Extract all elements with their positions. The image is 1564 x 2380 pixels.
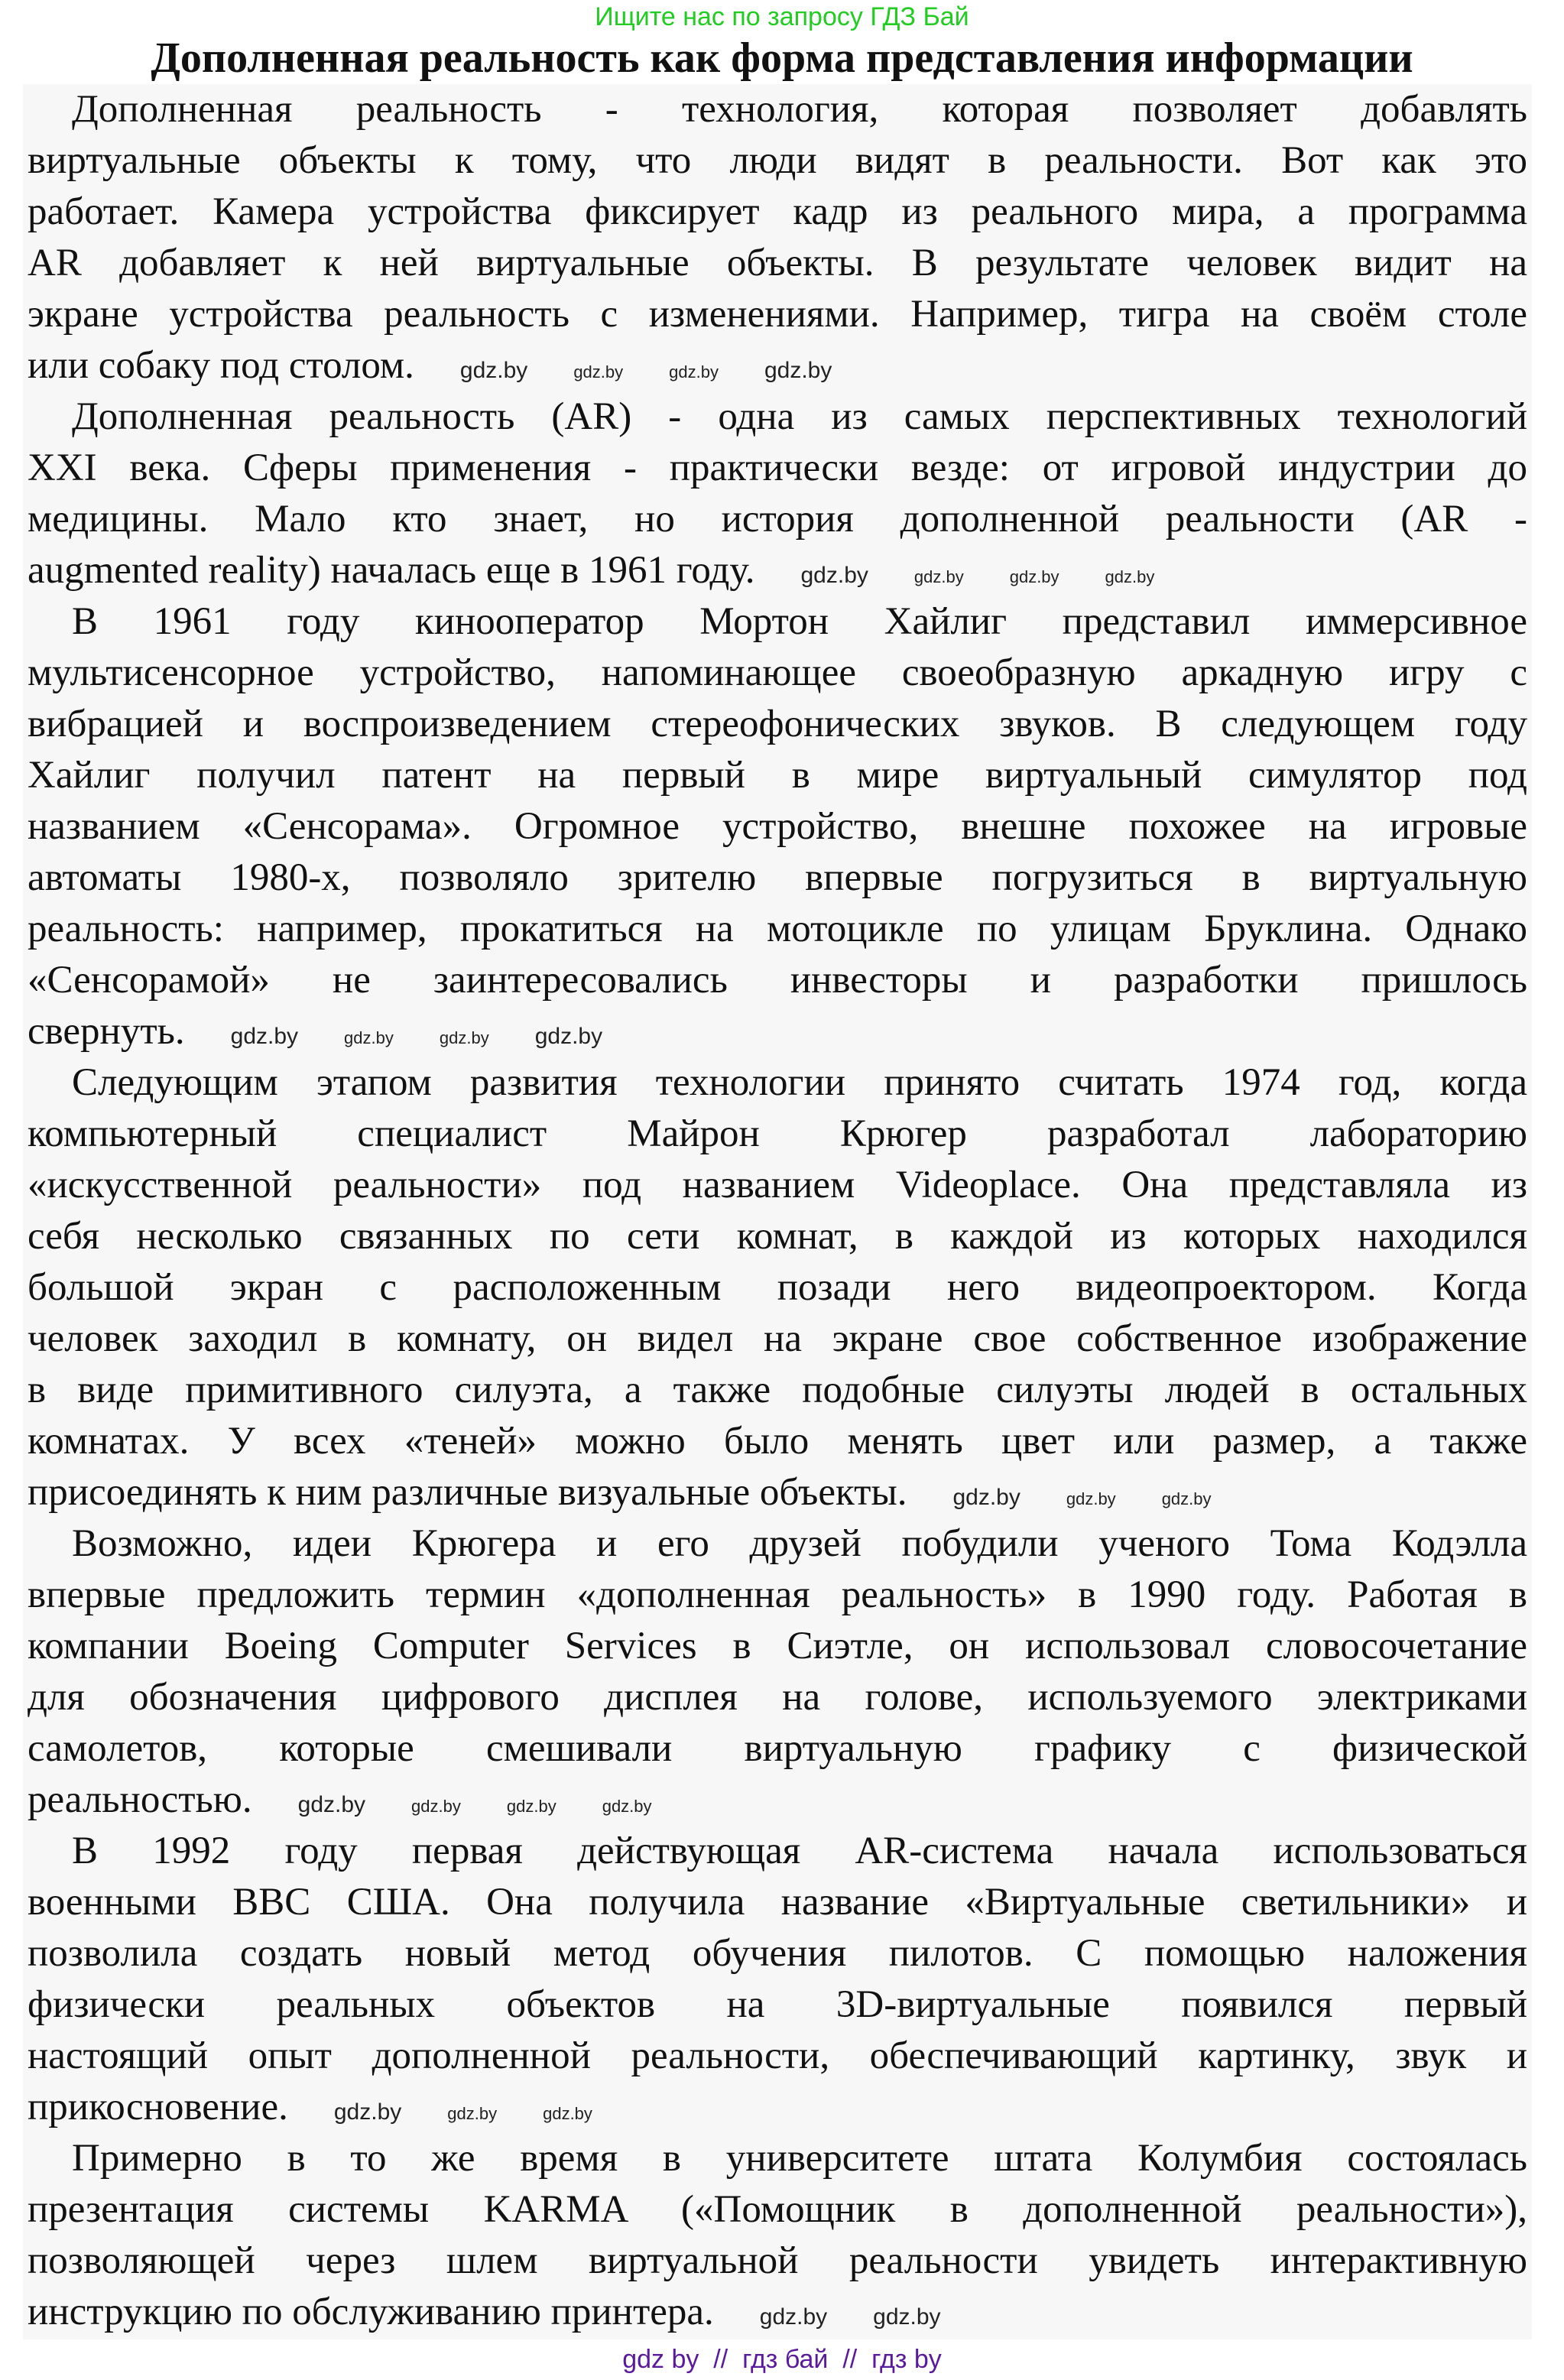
footer-links: gdz by // гдз бай // гдз by — [622, 2345, 942, 2374]
paragraph — [28, 2133, 1527, 2338]
text-line: себя несколько связанных по сети комнат, в каждой из которых находился — [28, 1215, 1527, 1258]
text-line: комнатах. У всех «теней» можно было менять цвет или размер, а также — [28, 1420, 1527, 1463]
watermark: gdz.by — [344, 1028, 394, 1047]
title-row — [0, 34, 1564, 83]
watermark: gdz.by — [800, 563, 868, 588]
text-line: человек заходил в комнату, он видел на экране свое собственное изображение — [28, 1317, 1527, 1360]
text-line-content: инструкцию по обслуживанию принтера. — [28, 2291, 714, 2333]
watermark: gdz.by — [602, 1797, 652, 1816]
text-line: Дополненная реальность (AR) - одна из самых перспективных технологий — [72, 395, 1527, 438]
watermark: gdz.by — [913, 567, 964, 586]
watermark: gdz.by — [759, 2304, 828, 2330]
text-line: Примерно в то же время в университете штата Колумбия состоялась — [72, 2137, 1527, 2180]
watermark: gdz.by — [1009, 567, 1059, 586]
text-line — [28, 1006, 1527, 1057]
text-line: компании Boeing Computer Services в Сиэтле, он использовал словосочетание — [28, 1625, 1527, 1667]
watermark: gdz.by — [1066, 1489, 1116, 1508]
text-line — [28, 1774, 1527, 1826]
watermark: gdz.by — [297, 1792, 366, 1817]
search-hint: Ищите нас по запросу ГДЗ Бай — [595, 2, 969, 31]
watermark: gdz.by — [230, 1024, 299, 1049]
page-title: Дополненная реальность как форма представления информации — [151, 34, 1413, 82]
text-line: экране устройства реальность с изменениями. Например, тигра на своём столе — [28, 293, 1527, 336]
watermark: gdz.by — [534, 1024, 603, 1049]
watermark: gdz.by — [952, 1485, 1020, 1510]
text-line — [28, 2082, 1527, 2133]
paragraph — [28, 391, 1527, 596]
watermark: gdz.by — [411, 1797, 461, 1816]
text-line: большой экран с расположенным позади него видеопроектором. Когда — [28, 1266, 1527, 1309]
watermark: gdz.by — [669, 362, 719, 382]
watermark: gdz.by — [439, 1028, 489, 1047]
text-line — [28, 545, 1527, 596]
text-line: впервые предложить термин «дополненная реальность» в 1990 году. Работая в — [28, 1573, 1527, 1616]
watermark: gdz.by — [459, 358, 528, 383]
watermark: gdz.by — [764, 358, 832, 383]
text-line: физически реальных объектов на 3D-виртуальные появился первый — [28, 1983, 1527, 2026]
text-line: настоящий опыт дополненной реальности, обеспечивающий картинку, звук и — [28, 2034, 1527, 2077]
text-line — [28, 2287, 1527, 2338]
watermark: gdz.by — [1161, 1489, 1212, 1508]
text-line: презентация системы KARMA («Помощник в дополненной реальности»), — [28, 2188, 1527, 2231]
text-line: работает. Камера устройства фиксирует кадр из реального мира, а программа — [28, 190, 1527, 233]
paragraph — [28, 1057, 1527, 1518]
watermark: gdz.by — [873, 2304, 941, 2330]
text-line: AR добавляет к ней виртуальные объекты. В результате человек видит на — [28, 242, 1527, 284]
text-line-content: прикосновение. — [28, 2086, 288, 2128]
article-body — [28, 84, 1527, 2338]
text-line: для обозначения цифрового дисплея на голове, используемого электриками — [28, 1676, 1527, 1719]
text-line: реальность: например, прокатиться на мотоцикле по улицам Бруклина. Однако — [28, 908, 1527, 950]
text-line: Хайлиг получил патент на первый в мире виртуальный симулятор под — [28, 754, 1527, 797]
text-line: Дополненная реальность - технология, которая позволяет добавлять — [72, 88, 1527, 131]
text-line-content: или собаку под столом. — [28, 344, 414, 387]
text-line: В 1961 году кинооператор Мортон Хайлиг представил иммерсивное — [72, 600, 1527, 643]
paragraph — [28, 84, 1527, 391]
paragraph — [28, 1826, 1527, 2133]
watermark: gdz.by — [573, 362, 624, 382]
text-line: позволила создать новый метод обучения пилотов. С помощью наложения — [28, 1932, 1527, 1975]
paragraph — [28, 1518, 1527, 1826]
watermark: gdz.by — [543, 2104, 592, 2123]
text-line: в виде примитивного силуэта, а также подобные силуэты людей в остальных — [28, 1369, 1527, 1411]
text-line — [28, 1467, 1527, 1518]
paragraph — [28, 596, 1527, 1057]
text-line: В 1992 году первая действующая AR-система начала использоваться — [72, 1830, 1527, 1872]
watermark: gdz.by — [447, 2104, 498, 2123]
text-line-content: свернуть. — [28, 1010, 185, 1053]
text-line: виртуальные объекты к тому, что люди видят в реальности. Вот как это — [28, 139, 1527, 182]
text-line: вибрацией и воспроизведением стереофонических звуков. В следующем году — [28, 703, 1527, 745]
text-line: самолетов, которые смешивали виртуальную графику с физической — [28, 1727, 1527, 1770]
text-line: компьютерный специалист Майрон Крюгер разработал лабораторию — [28, 1112, 1527, 1155]
text-line — [28, 340, 1527, 391]
text-line-content: присоединять к ним различные визуальные объекты. — [28, 1471, 907, 1514]
text-line: «искусственной реальности» под названием Videoplace. Она представляла из — [28, 1164, 1527, 1206]
watermark: gdz.by — [333, 2099, 402, 2125]
watermark: gdz.by — [506, 1797, 556, 1816]
text-line: военными ВВС США. Она получила название «Виртуальные светильники» и — [28, 1881, 1527, 1924]
text-line: названием «Сенсорама». Огромное устройство, внешне похожее на игровые — [28, 805, 1527, 848]
text-line: Возможно, идеи Крюгера и его друзей побудили ученого Тома Кодэлла — [72, 1522, 1527, 1565]
watermark: gdz.by — [1105, 567, 1155, 586]
text-line: медицины. Мало кто знает, но история дополненной реальности (AR - — [28, 498, 1527, 541]
text-line-content: augmented reality) началась еще в 1961 году. — [28, 549, 755, 592]
text-line: Следующим этапом развития технологии принято считать 1974 год, когда — [72, 1061, 1527, 1104]
text-line: «Сенсорамой» не заинтересовались инвесторы и разработки пришлось — [28, 959, 1527, 1002]
text-line: позволяющей через шлем виртуальной реальности увидеть интерактивную — [28, 2239, 1527, 2282]
text-line: XXI века. Сферы применения - практически везде: от игровой индустрии до — [28, 446, 1527, 489]
text-line: мультисенсорное устройство, напоминающее своеобразную аркадную игру с — [28, 651, 1527, 694]
text-line-content: реальностью. — [28, 1778, 252, 1821]
text-line: автоматы 1980-х, позволяло зрителю впервые погрузиться в виртуальную — [28, 856, 1527, 899]
